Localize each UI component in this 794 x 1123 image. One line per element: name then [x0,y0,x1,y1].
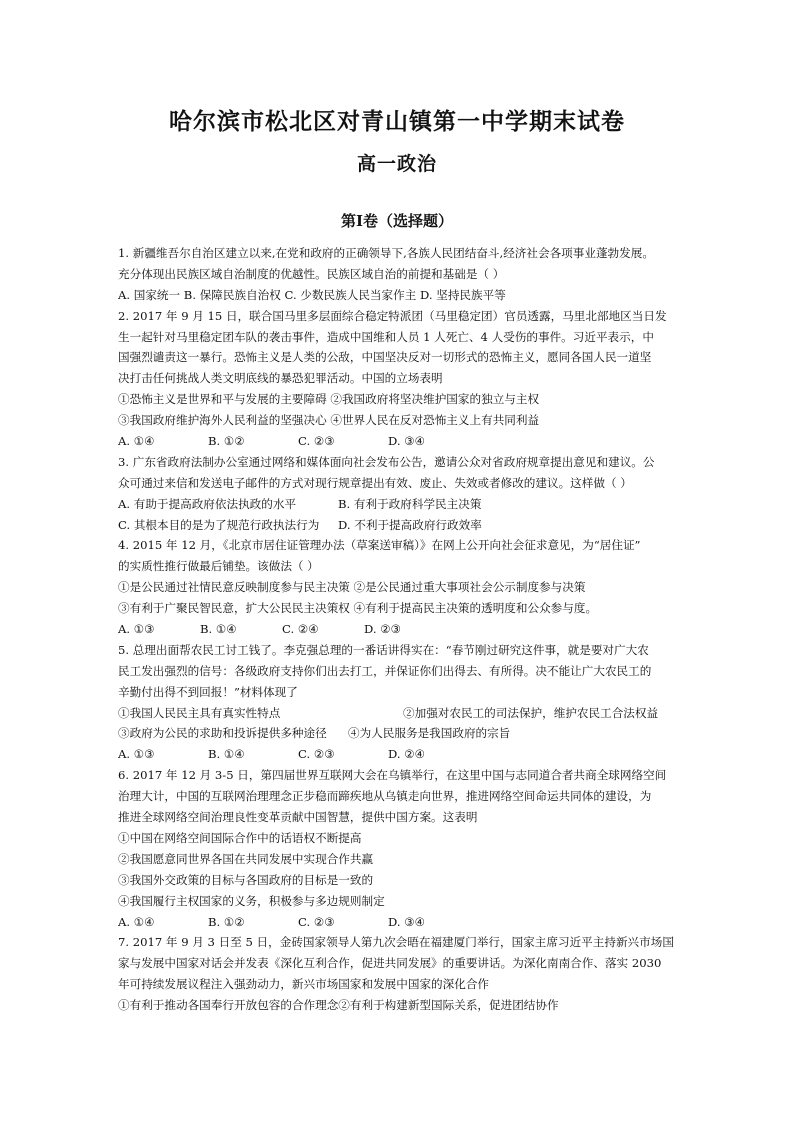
question-4-statement: ③有利于广聚民智民意，扩大公民民主决策权 ④有利于提高民主决策的透明度和公众参与度。 [118,601,598,616]
option-a: A. ①④ [118,914,155,929]
option-d: D. ③④ [388,914,426,929]
question-5-statement-row [118,703,684,724]
option-c: C. 其根本目的是为了规范行政执法行为 [118,517,320,532]
option-c: C. ②③ [298,747,335,762]
statement-2: ②加强对农民工的司法保护，维护农民工合法权益 [403,705,659,720]
question-1-stem-line: 充分体现出民族区域自治制度的优越性。民族区域自治的前提和基础是（ ） [118,266,505,281]
question-2-stem-line: 2. 2017 年 9 月 15 日，联合国马里多层面综合稳定特派团（马里稳定团）官员透露，马里北部地区当日发 [118,308,667,323]
question-4-stem-line: 的实质性推行做最后铺垫。该做法（ ） [118,559,319,574]
question-6-statement: ③我国外交政策的目标与各国政府的目标是一致的 [118,872,374,887]
question-7-statement: ①有利于推动各国奉行开放包容的合作理念②有利于构建新型国际关系，促进团结协作 [118,998,559,1013]
option-b: B. ①④ [208,747,245,762]
question-3-stem-line: 3. 广东省政府法制办公室通过网络和媒体面向社会发布公告，邀请公众对省政府规章提出意见和建议。公 [118,454,655,469]
option-d: D. 不利于提高政府行政效率 [338,517,482,532]
page-title: 哈尔滨市松北区对青山镇第一中学期末试卷 [169,108,625,135]
question-6-options [118,912,684,933]
question-5-stem-line: 辛勤付出得不到回报！”材料体现了 [118,684,298,699]
option-d: D. ③④ [388,434,426,449]
statement-4: ④为人民服务是我国政府的宗旨 [348,726,511,741]
question-2-stem-line: 决打击任何挑战人类文明底线的暴恐犯罪活动。中国的立场表明 [118,371,443,386]
option-d: D. ②④ [388,747,426,762]
section-heading: 第I卷（选择题） [340,212,454,230]
option-a: A. ①④ [118,434,155,449]
question-6-stem-line: 6. 2017 年 12 月 3-5 日，第四届世界互联网大会在乌镇举行，在这里中国与志同道合者共商全球网络空间 [118,768,667,783]
question-2-statement: ③我国政府维护海外人民利益的坚强决心 ④世界人民在反对恐怖主义上有共同利益 [118,413,540,428]
question-6-stem-line: 治理大计，中国的互联网治理理念正步稳而蹄疾地从乌镇走向世界，推进网络空间命运共同体的建设，为 [118,789,652,804]
question-3-options-row [118,494,684,515]
question-4-stem-line: 4. 2015 年 12 月，《北京市居住证管理办法（草案送审稿）》在网上公开向社会征求意见，为“居住证” [118,538,641,553]
question-6-statement: ②我国愿意同世界各国在共同发展中实现合作共赢 [118,851,374,866]
page-subtitle: 高一政治 [356,153,437,175]
option-b: B. 有利于政府科学民主决策 [338,496,482,511]
option-a: A. 有助于提高政府依法执政的水平 [118,496,297,511]
statement-1: ①我国人民民主具有真实性特点 [118,705,281,720]
question-1-stem-line: 1. 新疆维吾尔自治区建立以来,在党和政府的正确领导下,各族人民团结奋斗,经济社会各项事业蓬勃发展。 [118,246,654,260]
question-7-stem-line: 年可持续发展议程注入强劲动力，新兴市场国家和发展中国家的深化合作 [118,977,490,992]
question-4-options [118,619,684,640]
question-7-stem-line: 家与发展中国家对话会并发表《深化互利合作，促进共同发展》的重要讲话。为深化南南合作、落实 2030 [118,956,662,971]
question-7-stem-line: 7. 2017 年 9 月 3 日至 5 日，金砖国家领导人第九次会晤在福建厦门举行，国家主席习近平主持新兴市场国 [118,935,674,950]
option-d: D. ②③ [364,622,402,637]
question-5-stem-line: 5. 总理出面帮农民工讨工钱了。李克强总理的一番话讲得实在：“春节刚过研究这件事，就是要对广大农 [118,642,649,657]
question-6-statement: ①中国在网络空间国际合作中的话语权不断提高 [118,830,362,845]
question-5-stem-line: 民工发出强烈的信号：各级政府支持你们出去打工，并保证你们出得去、有所得。决不能让广大农民工的 [118,663,652,678]
question-5-statement-row [118,723,684,744]
option-a: A. ①③ [118,622,155,637]
option-c: C. ②③ [298,434,335,449]
option-b: B. ①④ [200,622,237,637]
question-3-options-row [118,515,684,536]
option-c: C. ②③ [298,914,335,929]
question-2-options [118,431,684,452]
question-1-options: A. 国家统一 B. 保障民族自治权 C. 少数民族人民当家作主 D. 坚持民族平等 [118,287,506,302]
question-5-options [118,744,684,765]
option-c: C. ②④ [282,622,319,637]
question-6-stem-line: 推进全球网络空间治理良性变革贡献中国智慧，提供中国方案。这表明 [118,810,478,825]
question-3-stem-line: 众可通过来信和发送电子邮件的方式对现行规章提出有效、废止、失效或者修改的建议。这样做（ ） [118,475,632,490]
option-a: A. ①③ [118,747,155,762]
question-6-statement: ④我国履行主权国家的义务，积极参与多边规则制定 [118,893,385,908]
question-2-stem-line: 生一起针对马里稳定团车队的袭击事件，造成中国维和人员 1 人死亡、4 人受伤的事件。习近平表示，中 [118,329,654,344]
question-2-statement: ①恐怖主义是世界和平与发展的主要障碍 ②我国政府将坚决维护国家的独立与主权 [118,392,540,407]
option-b: B. ①② [208,914,245,929]
question-2-stem-line: 国强烈谴责这一暴行。恐怖主义是人类的公敌，中国坚决反对一切形式的恐怖主义，愿同各国人民一道坚 [118,350,652,365]
option-b: B. ①② [208,434,245,449]
statement-3: ③政府为公民的求助和投诉提供多种途径 [118,726,327,741]
question-list [118,243,684,1016]
question-4-statement: ①是公民通过社情民意反映制度参与民主决策 ②是公民通过重大事项社会公示制度参与决策 [118,580,586,595]
